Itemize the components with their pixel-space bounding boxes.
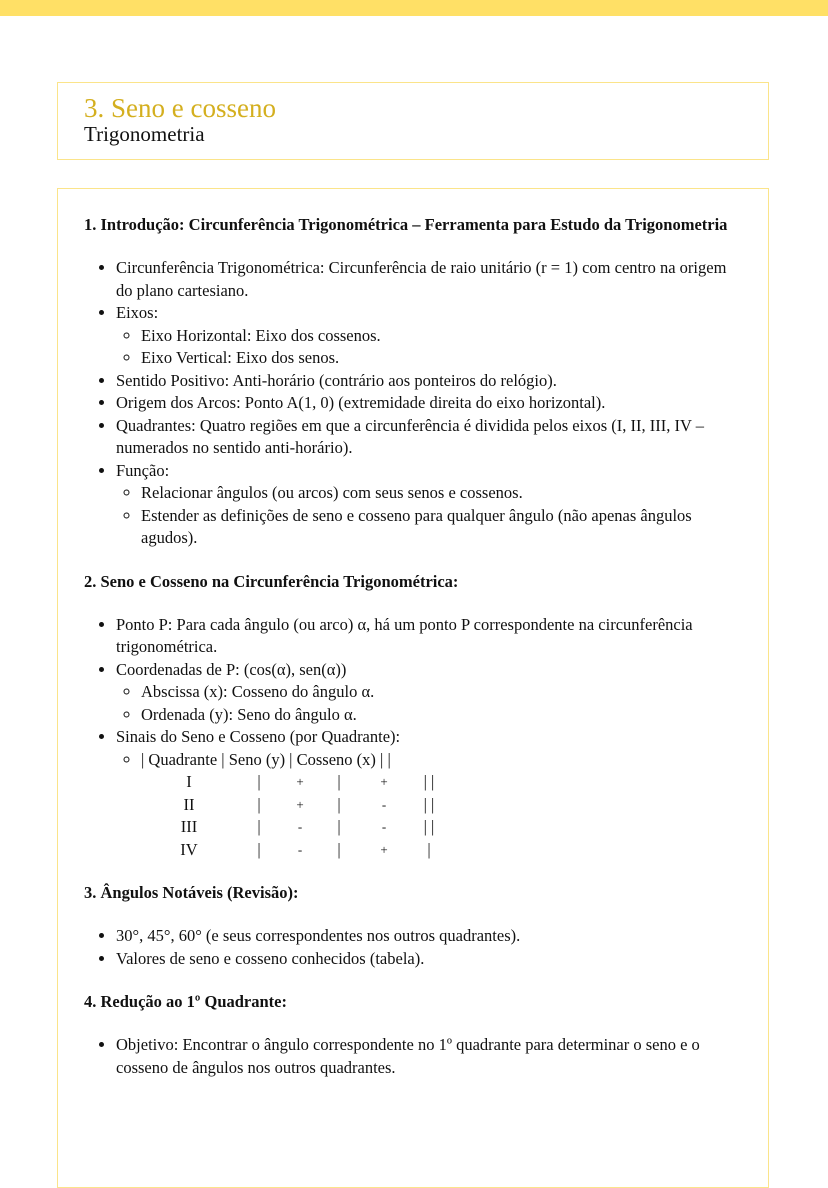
list-item xyxy=(116,726,744,861)
sign-table-cell: + xyxy=(296,796,304,812)
list-item: ◦ Ordenada (y): Seno do ângulo α. xyxy=(141,704,744,727)
list-item: ◦ Estender as definições de seno e cosseno para qualquer ângulo (não apenas ângulos agudos). xyxy=(141,505,744,550)
sign-table-cell: + xyxy=(380,841,388,857)
sign-table-cell: | xyxy=(257,794,261,814)
sub-list xyxy=(116,482,744,550)
sign-table-cell: IV xyxy=(180,839,198,859)
header-box xyxy=(57,82,769,160)
sign-table-cell: | xyxy=(257,839,261,859)
section-heading: 2. Seno e Cosseno na Circunferência Trigonométrica: xyxy=(84,571,459,591)
sign-table-cell: | | xyxy=(423,817,435,836)
list-item: ◦ Eixo Horizontal: Eixo dos cossenos. xyxy=(141,325,744,348)
sign-table-cell: | | xyxy=(423,772,435,791)
sign-table-cell: III xyxy=(180,817,198,836)
list-item: • Quadrantes: Quatro regiões em que a circunferência é dividida pelos eixos (I, II, III, IV – numerados no sentido anti-horário). xyxy=(116,415,744,460)
sign-table-cell: | xyxy=(337,794,341,814)
sign-table-cell: | xyxy=(337,839,341,859)
sign-table-row xyxy=(141,839,744,862)
list-item: • Circunferência Trigonométrica: Circunferência de raio unitário (r = 1) com centro na origem do plano cartesiano. xyxy=(116,257,744,302)
sign-table-cell: + xyxy=(380,774,388,789)
sign-table-cell: | xyxy=(337,817,341,836)
content-box xyxy=(57,188,769,1188)
list-item-text: Eixos: xyxy=(116,303,159,322)
section-list xyxy=(84,1034,744,1079)
sub-list xyxy=(116,749,744,862)
sign-table-cell: I xyxy=(186,772,192,791)
list-item xyxy=(116,460,744,550)
sign-table xyxy=(141,771,744,861)
list-item-text: Coordenadas de P: (cos(α), sen(α)) xyxy=(116,659,347,679)
list-item: • Sentido Positivo: Anti-horário (contrário aos ponteiros do relógio). xyxy=(116,370,744,393)
sign-table-row xyxy=(141,816,744,839)
sign-table-cell: | xyxy=(257,772,261,791)
page-title: 3. Seno e cosseno xyxy=(84,93,276,123)
sign-table-cell: | | xyxy=(423,794,435,814)
list-item: ◦ Abscissa (x): Cosseno do ângulo α. xyxy=(141,681,744,704)
section-list xyxy=(84,925,744,970)
sign-table-cell: | xyxy=(337,772,341,791)
list-item-text: Sinais do Seno e Cosseno (por Quadrante): xyxy=(116,727,401,746)
sign-table-cell: - xyxy=(297,841,303,857)
list-item xyxy=(141,749,744,862)
list-item: ◦ Relacionar ângulos (ou arcos) com seus senos e cossenos. xyxy=(141,482,744,505)
sign-table-cell: - xyxy=(297,819,303,834)
list-item: • Ponto P: Para cada ângulo (ou arco) α, há um ponto P correspondente na circunferência trigonométrica. xyxy=(116,614,744,659)
top-bar xyxy=(0,0,828,16)
section-heading: 4. Redução ao 1º Quadrante: xyxy=(84,992,287,1011)
list-item: ◦ Eixo Vertical: Eixo dos senos. xyxy=(141,347,744,370)
sign-table-row xyxy=(141,794,744,817)
sign-table-cell: - xyxy=(381,819,387,834)
list-item xyxy=(116,659,744,727)
sub-list xyxy=(116,325,744,370)
list-item: • 30°, 45°, 60° (e seus correspondentes nos outros quadrantes). xyxy=(116,925,744,948)
sign-table-cell: - xyxy=(381,796,387,812)
sign-table-cell: | xyxy=(427,839,431,859)
sign-table-row xyxy=(141,771,744,794)
list-item: • Origem dos Arcos: Ponto A(1, 0) (extremidade direita do eixo horizontal). xyxy=(116,392,744,415)
page-subtitle: Trigonometria xyxy=(84,122,205,146)
sub-list xyxy=(116,681,744,726)
sign-table-cell: + xyxy=(296,774,304,789)
section-heading: 3. Ângulos Notáveis (Revisão): xyxy=(84,883,299,902)
list-item-text: Função: xyxy=(116,460,170,480)
list-item: • Valores de seno e cosseno conhecidos (tabela). xyxy=(116,948,744,971)
content xyxy=(84,213,744,1099)
section-list xyxy=(84,614,744,862)
list-item: • Objetivo: Encontrar o ângulo correspondente no 1º quadrante para determinar o seno e o cosseno de ângulos nos outros quadrantes. xyxy=(116,1034,744,1079)
sign-table-cell: II xyxy=(183,794,195,814)
section-heading: 1. Introdução: Circunferência Trigonométrica – Ferramenta para Estudo da Trigonometria xyxy=(84,215,728,234)
section-list xyxy=(84,257,744,550)
sign-table-header: | Quadrante | Seno (y) | Cosseno (x) | | xyxy=(141,749,391,769)
sign-table-cell: | xyxy=(257,817,261,836)
list-item xyxy=(116,302,744,370)
